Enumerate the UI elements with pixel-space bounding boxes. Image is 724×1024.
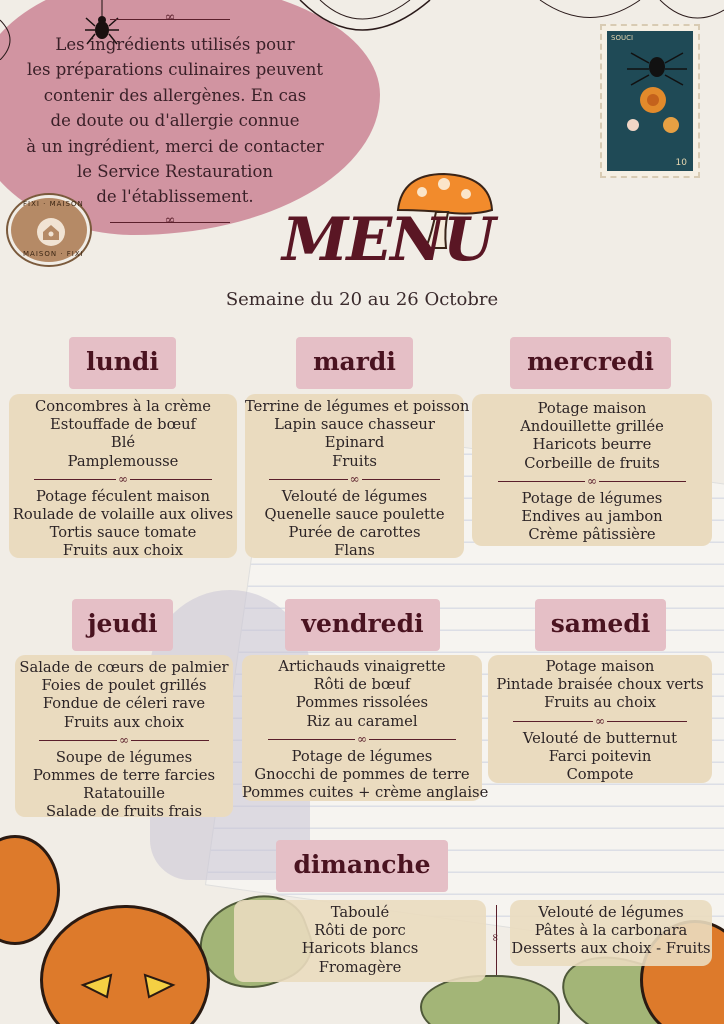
dish: Fruits au choix xyxy=(544,694,656,712)
dish: Pommes de terre farcies xyxy=(32,767,215,785)
dish: Pommes rissolées xyxy=(295,694,429,712)
leaf-decor xyxy=(420,975,560,1024)
logo-top-text: FIXI · MAISON xyxy=(23,200,84,208)
dish: Compote xyxy=(566,766,634,784)
dish: Fromagère xyxy=(318,958,402,976)
dish: Ratatouille xyxy=(83,785,165,803)
pumpkin-decor xyxy=(0,835,60,945)
dish: Fondue de céleri rave xyxy=(42,695,206,713)
bottom-divider xyxy=(110,222,230,223)
week-subtitle: Semaine du 20 au 26 Octobre xyxy=(225,289,499,310)
meal-separator xyxy=(269,472,440,486)
day-label-vendredi: vendredi xyxy=(285,599,440,651)
dish: Fruits aux choix xyxy=(63,713,185,731)
meal-separator xyxy=(498,474,685,488)
menu-card-dimanche-dinner xyxy=(510,900,712,966)
dish: Foies de poulet grillés xyxy=(41,677,207,695)
day-label-mercredi: mercredi xyxy=(510,337,671,389)
dish: Pintade braisée choux verts xyxy=(496,676,704,694)
dish: Soupe de légumes xyxy=(55,748,193,766)
jack-o-lantern-icon xyxy=(40,905,210,1024)
dish: Concombres à la crème xyxy=(35,398,211,415)
allergen-notice xyxy=(10,32,340,210)
day-label-samedi: samedi xyxy=(535,599,666,651)
menu-card-mercredi xyxy=(472,394,712,546)
meal-separator xyxy=(513,714,688,728)
dish: Pamplemousse xyxy=(67,452,179,470)
page-title: MENU xyxy=(282,205,494,275)
meal-separator xyxy=(34,472,212,486)
dish: Farci poitevin xyxy=(548,747,652,765)
meal-separator xyxy=(39,733,209,747)
dish: Haricots blancs xyxy=(301,940,419,958)
menu-card-lundi xyxy=(9,394,237,558)
dish: Epinard xyxy=(324,434,385,452)
allergen-line: de doute ou d'allergie connue xyxy=(50,111,300,131)
menu-card-jeudi xyxy=(15,655,233,821)
dish: Corbeille de fruits xyxy=(524,454,660,472)
dish: Estouffade de bœuf xyxy=(49,416,196,434)
stamp-name: SOUCI xyxy=(611,34,634,42)
dish: Haricots beurre xyxy=(532,436,652,454)
dish: Velouté de légumes xyxy=(281,487,428,505)
dish: Flans xyxy=(334,542,375,560)
dish: Rôti de porc xyxy=(314,922,406,940)
logo xyxy=(8,195,90,265)
dish: Salade de cœurs de palmier xyxy=(19,659,229,676)
dish: Fruits xyxy=(332,452,377,470)
spider-flower-icon xyxy=(613,45,691,145)
house-icon xyxy=(37,218,65,246)
allergen-line: de l'établissement. xyxy=(96,187,254,207)
logo-bottom-text: MAISON · FIXI xyxy=(23,250,84,258)
dish: Fruits aux choix xyxy=(62,542,184,560)
meal-separator xyxy=(268,732,455,746)
dish: Purée de carottes xyxy=(288,524,421,542)
dish: Roulade de volaille aux olives xyxy=(12,506,234,524)
postage-stamp xyxy=(600,24,700,178)
dish: Salade de fruits frais xyxy=(46,803,202,821)
top-divider xyxy=(110,19,230,20)
dish: Terrine de légumes et poisson xyxy=(245,398,470,415)
dish: Pommes cuites + crème anglaise xyxy=(242,784,489,802)
allergen-line: Les ingrédients utilisés pour xyxy=(55,35,295,54)
dish: Lapin sauce chasseur xyxy=(274,416,435,434)
dish: Pâtes à la carbonara xyxy=(534,922,688,940)
dish: Desserts aux choix - Fruits xyxy=(511,940,711,958)
menu-card-mardi xyxy=(245,394,470,560)
allergen-line: contenir des allergènes. En cas xyxy=(43,85,307,105)
day-label-dimanche: dimanche xyxy=(276,840,448,892)
dish: Blé xyxy=(110,434,136,452)
dish: Riz au caramel xyxy=(306,712,418,730)
dish: Tortis sauce tomate xyxy=(49,524,197,542)
allergen-line: à un ingrédient, merci de contacter xyxy=(26,136,324,156)
dish: Endives au jambon xyxy=(521,508,663,526)
dish: Rôti de bœuf xyxy=(313,676,411,694)
meal-separator-vertical xyxy=(493,905,501,975)
allergen-line: le Service Restauration xyxy=(76,162,274,182)
day-label-mardi: mardi xyxy=(296,337,413,389)
dish: Andouillette grillée xyxy=(520,418,664,436)
menu-card-vendredi xyxy=(242,655,489,802)
dish: Potage maison xyxy=(537,400,647,417)
dish: Potage de légumes xyxy=(521,489,663,507)
day-label-lundi: lundi xyxy=(69,337,176,389)
dish: Taboulé xyxy=(330,904,390,921)
dish: Artichauds vinaigrette xyxy=(278,658,446,675)
dish: Quenelle sauce poulette xyxy=(264,506,445,524)
menu-card-dimanche-lunch xyxy=(234,900,486,982)
dish: Potage de légumes xyxy=(291,747,433,765)
menu-card-samedi xyxy=(488,655,712,783)
dish: Velouté de butternut xyxy=(522,729,678,747)
day-label-jeudi: jeudi xyxy=(72,599,173,651)
dish: Potage féculent maison xyxy=(35,487,210,505)
dish: Gnocchi de pommes de terre xyxy=(254,766,470,784)
stamp-value: 10 xyxy=(675,158,687,168)
dish: Crème pâtissière xyxy=(528,526,656,544)
dish: Velouté de légumes xyxy=(538,904,684,921)
allergen-line: les préparations culinaires peuvent xyxy=(26,60,324,80)
dish: Potage maison xyxy=(545,658,655,675)
